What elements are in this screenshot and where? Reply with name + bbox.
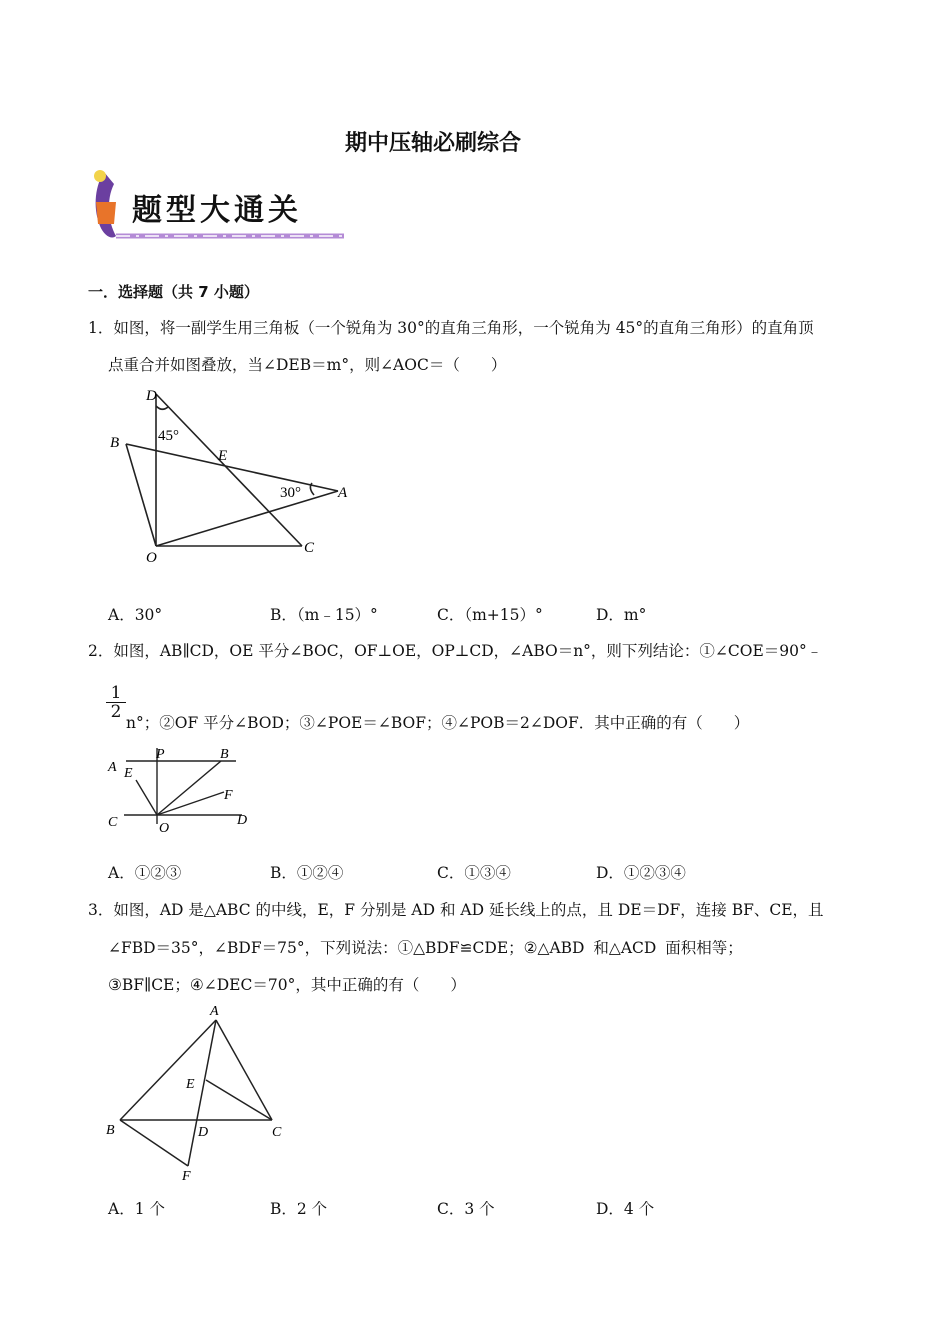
q2-figure: [104, 744, 260, 836]
q3-label-C: C: [272, 1125, 282, 1140]
q3-figure: [102, 1000, 294, 1186]
q2-fraction-denominator: 2: [110, 702, 122, 722]
q1-label-45: 45°: [158, 428, 179, 444]
q1-label-O: O: [146, 550, 157, 566]
q1-label-B: B: [110, 435, 120, 451]
q3-option-d: D．4 个: [596, 1200, 655, 1218]
q3-label-D: D: [198, 1125, 209, 1140]
q3-option-b: B．2 个: [270, 1200, 328, 1218]
q1-option-a: A．30°: [108, 606, 163, 624]
q2-option-b: B．①②④: [270, 864, 344, 882]
q1-label-D: D: [146, 388, 157, 404]
q1-option-d: D．m°: [596, 606, 647, 624]
q2-option-d: D．①②③④: [596, 864, 686, 882]
q2-line2: n°；②OF 平分∠BOD；③∠POE＝∠BOF；④∠POB＝2∠DOF．其中正确的有（ ）: [126, 714, 750, 732]
q2-label-B: B: [220, 747, 229, 762]
q3-line2: ∠FBD＝35°，∠BDF＝75°，下列说法：①△BDF≌CDE；②△ABD 和△ACD 面积相等；: [108, 939, 743, 957]
star-icon: [94, 170, 106, 182]
q2-label-O: O: [159, 821, 170, 836]
q2-label-C: C: [108, 815, 118, 830]
q1-label-E: E: [218, 448, 228, 464]
q1-label-A: A: [338, 485, 348, 501]
q2-label-D: D: [237, 813, 248, 828]
q1-line2: 点重合并如图叠放，当∠DEB＝m°，则∠AOC＝（ ）: [108, 356, 507, 374]
book-icon: [96, 202, 116, 224]
q2-fraction-numerator: 1: [106, 684, 126, 703]
q3-line3: ③BF∥CE；④∠DEC＝70°，其中正确的有（ ）: [108, 976, 466, 994]
q2-label-F: F: [224, 788, 233, 803]
q3-line1: 3．如图，AD 是△ABC 的中线，E，F 分别是 AD 和 AD 延长线上的点，且 DE＝DF，连接 BF、CE，且: [88, 901, 824, 919]
q3-label-E: E: [186, 1077, 195, 1092]
section-heading: 一．选择题（共 7 小题）: [88, 283, 259, 301]
q3-option-a: A．1 个: [108, 1200, 165, 1218]
q2-option-a: A．①②③: [108, 864, 182, 882]
q2-label-P: P: [156, 747, 165, 762]
q2-line1: 2．如图，AB∥CD，OE 平分∠BOC，OF⊥OE，OP⊥CD，∠ABO＝n°，则下列结论：①∠COE＝90°﹣: [88, 642, 823, 660]
q3-label-A: A: [210, 1004, 219, 1019]
q1-label-30: 30°: [280, 485, 301, 501]
q2-label-E: E: [124, 766, 133, 781]
banner-text: 题型大通关: [132, 193, 302, 228]
q1-label-C: C: [304, 540, 315, 556]
q3-option-c: C．3 个: [437, 1200, 495, 1218]
q1-line1: 1．如图，将一副学生用三角板（一个锐角为 30°的直角三角形，一个锐角为 45°的直角三角形）的直角顶: [88, 319, 814, 337]
page-title: 期中压轴必刷综合: [344, 131, 521, 156]
q1-option-c: C．（m+15）°: [437, 606, 543, 624]
q2-label-A: A: [108, 760, 117, 775]
q2-option-c: C．①③④: [437, 864, 511, 882]
q1-figure: [100, 382, 360, 566]
q3-label-F: F: [182, 1169, 191, 1184]
q1-option-b: B．（m﹣15）°: [270, 606, 378, 624]
q3-label-B: B: [106, 1123, 115, 1138]
q2-fraction: [106, 684, 126, 721]
banner-image: [86, 166, 348, 246]
